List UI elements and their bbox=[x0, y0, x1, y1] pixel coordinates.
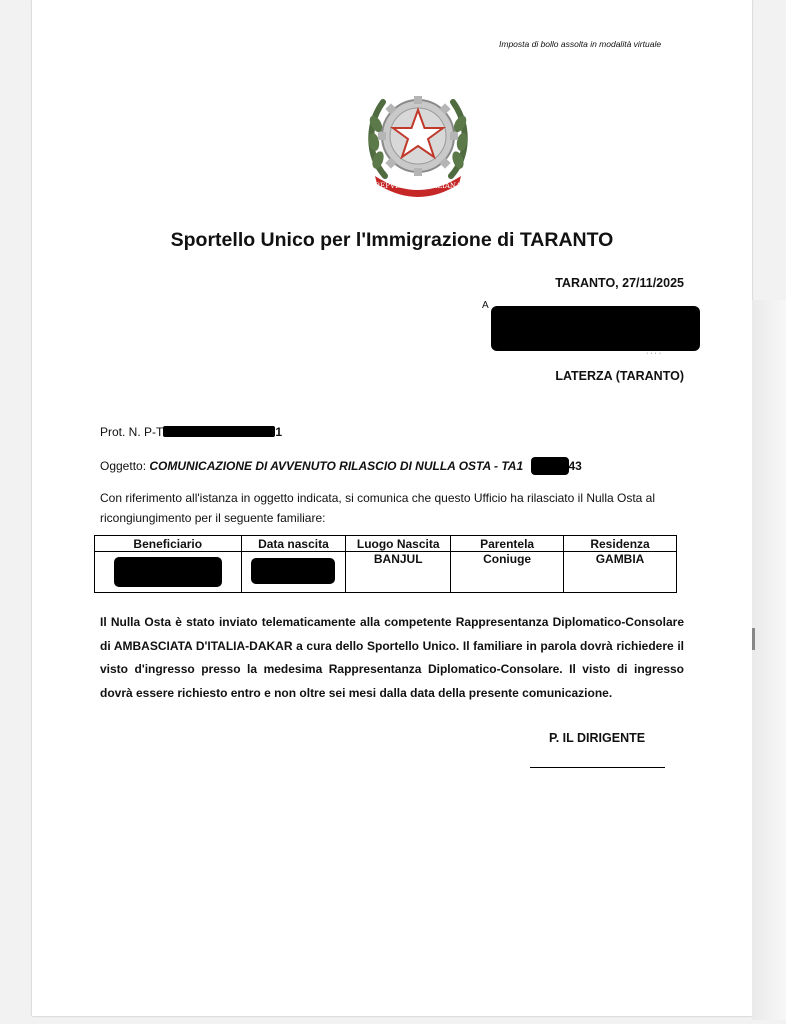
cell-residenza: GAMBIA bbox=[564, 552, 677, 593]
redaction-remnant: · · · · bbox=[646, 350, 662, 357]
office-title: Sportello Unico per l'Immigrazione di TARANTO bbox=[170, 229, 614, 251]
scroll-edge-mark bbox=[752, 628, 755, 650]
body-paragraph: Il Nulla Osta è stato inviato telematicamente alla competente Rappresentanza Diplomatico-Consolare di AMBASCIATA D'ITALIA-DAKAR a cura dello Sportello Unico. Il familiare in parola dovrà richiedere il visto d'ingresso presso la medesima Rappresentanza Diplomatico-Consolare. Il visto di ingresso dovrà essere richiesto entro e non oltre sei mesi dalla data della presente comunicazione. bbox=[100, 615, 684, 700]
header-data-nascita: Data nascita bbox=[241, 536, 346, 552]
redacted-birth-date bbox=[251, 558, 335, 584]
subject-line bbox=[100, 457, 582, 475]
table-row bbox=[95, 552, 677, 593]
family-member-table bbox=[94, 535, 677, 593]
cell-beneficiario bbox=[95, 552, 242, 593]
subject-label: Oggetto: bbox=[100, 459, 150, 473]
protocol-number bbox=[100, 425, 282, 439]
cell-data-nascita bbox=[241, 552, 346, 593]
cell-luogo-nascita: BANJUL bbox=[346, 552, 451, 593]
header-luogo-nascita: Luogo Nascita bbox=[346, 536, 451, 552]
signature-title: P. IL DIRIGENTE bbox=[549, 731, 646, 745]
redacted-beneficiary bbox=[114, 557, 222, 587]
redacted-subject-code bbox=[531, 457, 569, 475]
subject-tail: 43 bbox=[568, 459, 582, 473]
republic-emblem-icon bbox=[363, 84, 473, 200]
signature-line bbox=[530, 767, 665, 768]
protocol-label: Prot. N. P-T bbox=[100, 425, 164, 439]
document-page bbox=[32, 0, 752, 1016]
date-line: TARANTO, 27/11/2025 bbox=[555, 276, 684, 290]
header-parentela: Parentela bbox=[451, 536, 564, 552]
redacted-addressee bbox=[491, 306, 700, 351]
protocol-tail: 1 bbox=[275, 425, 283, 439]
table-header-row bbox=[95, 536, 677, 552]
cell-parentela: Coniuge bbox=[451, 552, 564, 593]
subject-text: COMUNICAZIONE DI AVVENUTO RILASCIO DI NULLA OSTA - TA1 bbox=[149, 459, 524, 473]
addressee-prefix: A bbox=[482, 300, 489, 311]
redacted-protocol bbox=[163, 426, 275, 437]
viewer-background bbox=[752, 300, 786, 1020]
emblem-ribbon-text: REPVBBLICA ITALIANA bbox=[374, 182, 462, 190]
intro-paragraph: Con riferimento all'istanza in oggetto indicata, si comunica che questo Ufficio ha rilasciato il Nulla Osta al ricongiungimento per il seguente familiare: bbox=[100, 491, 656, 525]
bollo-note: Imposta di bollo assolta in modalità virtuale bbox=[499, 39, 662, 49]
header-beneficiario: Beneficiario bbox=[95, 536, 242, 552]
city-line: LATERZA (TARANTO) bbox=[555, 369, 684, 383]
header-residenza: Residenza bbox=[564, 536, 677, 552]
